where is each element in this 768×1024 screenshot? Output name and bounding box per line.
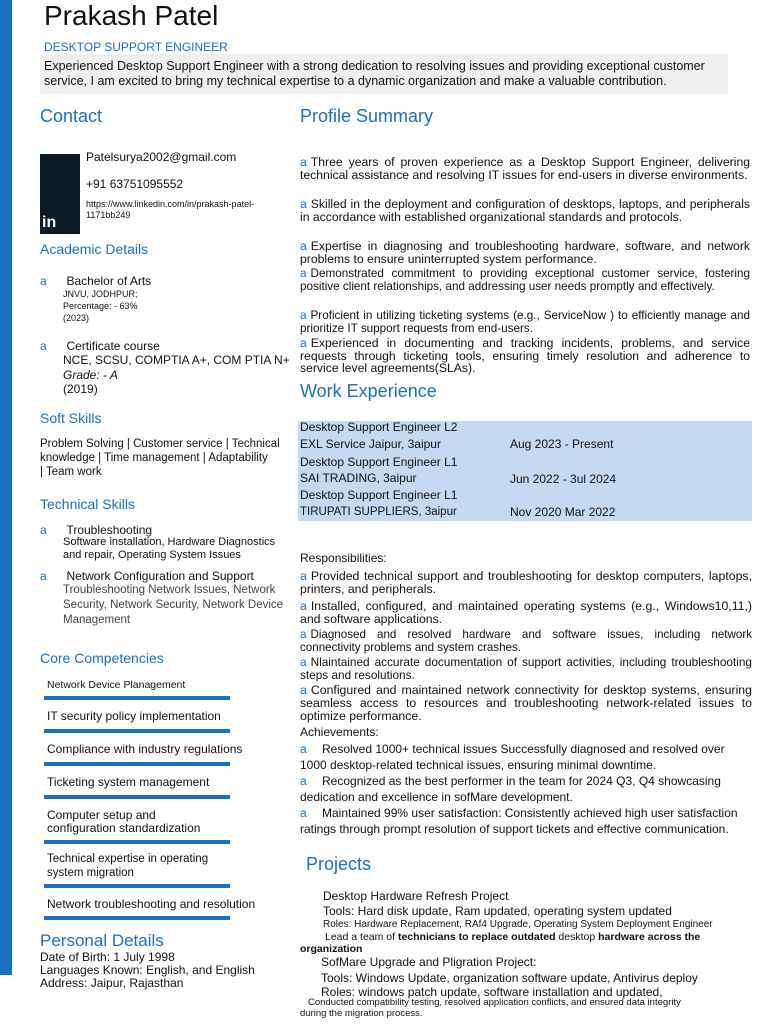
profile-item: [300, 268, 750, 293]
bullet-marker: a: [300, 628, 307, 641]
project-roles: Roles: Hardware Replacement, RAf4 Upgrade, Operating System Deployment Engineer: [323, 919, 713, 930]
profile-item-text: Expertise in diagnosing and troubleshooting hardware, software, and network problems to ensure uninterrupted system performance.: [300, 239, 750, 266]
address: Address: Jaipur, Rajasthan: [40, 976, 184, 990]
project-roles: Roles: windows patch update, software installation and updated,: [321, 985, 663, 999]
profile-item-text: Demonstrated commitment to providing exceptional customer service, fostering positive client relationships, and addressing user needs promptly and effectively.: [300, 267, 750, 293]
competency-item: Computer setup and configuration standardization: [47, 808, 201, 835]
profile-item-text: Proficient in utilizing ticketing systems (e.g., ServiceNow ) to efficiently manage and prioritize IT support requests from end-users.: [300, 309, 750, 335]
tech-skill-desc-line: and repair, Operating System Issues: [63, 549, 241, 561]
competency-item: Network Device Planagement: [47, 679, 186, 691]
profile-item: [300, 310, 750, 335]
competency-divider: [44, 696, 230, 700]
tech-skill-desc-line: Troubleshooting Network Issues, Network: [63, 584, 276, 596]
competency-item: Network troubleshooting and resolution: [47, 897, 256, 911]
project-lead-text: hardware across the: [598, 931, 701, 943]
competency-divider: [44, 762, 230, 766]
job-dates: Jun 2022 - 3ul 2024: [510, 472, 617, 486]
technical-skills-heading: Technical Skills: [40, 496, 135, 512]
certificate-title: Certificate course: [66, 339, 160, 353]
linkedin-icon: in: [42, 214, 57, 231]
competency-item: Ticketing system management: [47, 775, 210, 789]
certificate-grade: Grade: - A: [63, 368, 118, 382]
bullet-marker: a: [300, 155, 307, 169]
job-company: SAI TRADING, 3aipur: [300, 471, 417, 485]
core-competencies-heading: Core Competencies: [40, 650, 164, 666]
project-title: SofMare Upgrade and Pligration Project:: [321, 955, 537, 969]
project-lead-text: Lead a team of: [325, 931, 398, 943]
bullet-marker: a: [300, 742, 307, 756]
responsibility-item: [300, 684, 752, 723]
profile-item-text: Three years of proven experience as a Desktop Support Engineer, delivering technical assistance and resolving IT issues for end-users in diverse environments.: [300, 155, 750, 182]
bullet-marker: a: [300, 683, 307, 697]
tech-skill-desc-line: Software installation, Hardware Diagnostics: [63, 536, 276, 548]
achievement-item: [300, 741, 752, 773]
job-dates: Nov 2020 Mar 2022: [510, 505, 616, 519]
job-company: EXL Service Jaipur, 3aipur: [300, 437, 441, 451]
project-description: [300, 997, 730, 1019]
job-role: Desktop Support Engineer L1: [300, 488, 458, 502]
achievement-item: [300, 773, 752, 805]
responsibility-item: [300, 628, 752, 654]
responsibility-text: Provided technical support and troubleshooting for desktop computers, laptops, printers, and peripherals.: [300, 569, 752, 596]
competency-item: IT security policy implementation: [47, 709, 221, 723]
job-company: TIRUPATI SUPPLIERS, 3aipur: [300, 506, 457, 518]
competency-divider: [44, 884, 230, 888]
bullet-marker: a: [300, 569, 307, 583]
date-of-birth: Date of Birth: 1 July 1998: [40, 950, 175, 964]
soft-skills-heading: Soft Skills: [40, 410, 102, 426]
job-dates: Aug 2023 - Present: [510, 437, 614, 451]
competency-item: Technical expertise in operating system migration: [47, 853, 209, 879]
project-lead-text: technicians to replace outdated: [397, 931, 556, 943]
tech-skill-1-desc: [63, 536, 275, 562]
responsibility-text: Diagnosed and resolved hardware and software issues, including network connectivity problems and system crashes.: [300, 628, 752, 654]
bullet-marker: a: [300, 774, 307, 788]
competency-item: Compliance with industry regulations: [47, 742, 243, 756]
degree-name: Bachelor of Arts: [66, 274, 152, 288]
responsibility-item: [300, 656, 752, 682]
profile-summary-heading: Profile Summary: [300, 106, 434, 126]
languages-known: Languages Known: English, and English: [40, 963, 255, 977]
bullet-marker: a: [300, 806, 307, 820]
contact-linkedin-link[interactable]: https://www.linkedin.com/in/prakash-patel-1171bb249: [86, 199, 255, 220]
competency-divider: [44, 729, 230, 733]
soft-skills-line: Problem Solving | Customer service | Technical: [40, 438, 280, 450]
project-lead-text: desktop: [555, 931, 599, 943]
projects-heading: Projects: [306, 854, 372, 874]
certificate-desc: NCE, SCSU, COMPTIA A+, COM PTIA N+: [63, 353, 290, 367]
responsibility-text: Nlaintained accurate documentation of support activities, including troubleshooting steps and resolutions.: [300, 655, 752, 682]
job-role: Desktop Support Engineer L1: [300, 455, 458, 469]
academic-heading: Academic Details: [40, 241, 149, 257]
profile-item-text: Experienced in documenting and tracking incidents, problems, and service requests through ticketing tools, ensuring timely resolution and adherence to service level agreements(SLAs).: [300, 336, 750, 375]
achievement-text: Recognized as the best performer in the team for 2024 Q3, Q4 showcasing dedication and excellence in sofMare development.: [300, 774, 721, 804]
bullet-marker: a: [300, 336, 307, 350]
competency-divider: [44, 840, 230, 844]
bullet-marker: a: [40, 523, 47, 537]
bullet-marker: a: [40, 569, 47, 583]
candidate-name: Prakash Patel: [44, 0, 219, 31]
bullet-marker: a: [300, 239, 307, 253]
responsibilities-heading: Responsibilities:: [300, 551, 387, 565]
degree-percentage: Percentage: - 63%: [63, 301, 138, 311]
tech-skill-desc-line: Security, Network Security, Network Device: [63, 599, 284, 611]
competency-divider: [44, 916, 230, 920]
soft-skills-line: knowledge | Time management | Adaptability: [40, 452, 268, 464]
project-lead: [300, 931, 730, 955]
work-experience-heading: Work Experience: [300, 381, 437, 401]
bullet-marker: a: [300, 309, 307, 322]
linkedin-photo: [40, 154, 80, 234]
responsibility-text: Installed, configured, and maintained operating systems (e.g., Windows10,11,) and software applications.: [300, 599, 752, 626]
bullet-marker: a: [40, 339, 47, 353]
contact-email[interactable]: Patelsurya2002@gmail.com: [86, 150, 237, 164]
side-accent-bar: [0, 0, 12, 975]
bullet-marker: a: [300, 267, 307, 280]
project-title: Desktop Hardware Refresh Project: [323, 889, 509, 903]
project-lead-text: organization: [300, 943, 363, 955]
project-tools: Tools: Hard disk update, Ram updated, operating system updated: [323, 904, 672, 918]
tech-skill-title: Network Configuration and Support: [66, 569, 254, 583]
tech-skill-desc-line: Management: [63, 614, 131, 626]
tech-skill-2-desc: [63, 583, 283, 628]
soft-skills-list: [40, 437, 280, 479]
profile-item: [300, 240, 750, 265]
contact-heading: Contact: [40, 106, 103, 126]
project-tools: Tools: Windows Update, organization software update, Antivirus deploy: [321, 971, 698, 985]
job-role: Desktop Support Engineer L2: [300, 420, 458, 434]
contact-phone[interactable]: +91 63751095552: [86, 177, 184, 191]
bullet-marker: a: [300, 197, 307, 211]
responsibility-item: [300, 570, 752, 596]
academic-degree-block: [40, 272, 151, 290]
soft-skills-line: | Team work: [40, 466, 102, 478]
achievement-text: Maintained 99% user satisfaction: Consistently achieved high user satisfaction ratings through prompt resolution of support tickets and effective communication.: [300, 806, 738, 836]
profile-item: [300, 337, 750, 375]
personal-details-heading: Personal Details: [40, 931, 164, 950]
achievement-item: [300, 805, 752, 837]
tech-skill-title: Troubleshooting: [66, 523, 153, 537]
certificate-year: (2019): [63, 382, 98, 396]
job-title: DESKTOP SUPPORT ENGINEER: [44, 40, 228, 54]
project-desc-line: during the migration process.: [300, 1008, 423, 1019]
bullet-marker: a: [300, 599, 307, 613]
header-summary: Experienced Desktop Support Engineer with a strong dedication to resolving issues and providing exceptional customer service, I am excited to bring my technical expertise to a dynamic organization and make a valuable contribution.: [44, 59, 705, 88]
bullet-marker: a: [300, 655, 307, 669]
responsibility-text: Configured and maintained network connectivity for desktop systems, ensuring seamless access to resources and troubleshooting network-related issues to optimize performance.: [300, 683, 752, 723]
project-desc-line: Conducted compatibility testing, resolved application conflicts, and ensured data integrity: [308, 997, 681, 1008]
personal-details: [40, 951, 255, 990]
achievement-text: Resolved 1000+ technical issues Successfully diagnosed and resolved over 1000 desktop-related technical issues, ensuring minimal downtime.: [300, 742, 725, 772]
degree-college: JNVU, JODHPUR;: [63, 289, 138, 299]
profile-item: [300, 156, 750, 181]
responsibility-item: [300, 600, 752, 626]
bullet-marker: a: [40, 274, 47, 288]
degree-year: (2023): [63, 313, 90, 323]
achievements-heading: Achievements:: [300, 725, 379, 739]
profile-item-text: Skilled in the deployment and configuration of desktops, laptops, and peripherals in accordance with established organizational standards and protocols.: [300, 197, 750, 224]
competency-divider: [44, 795, 230, 799]
profile-item: [300, 198, 750, 223]
